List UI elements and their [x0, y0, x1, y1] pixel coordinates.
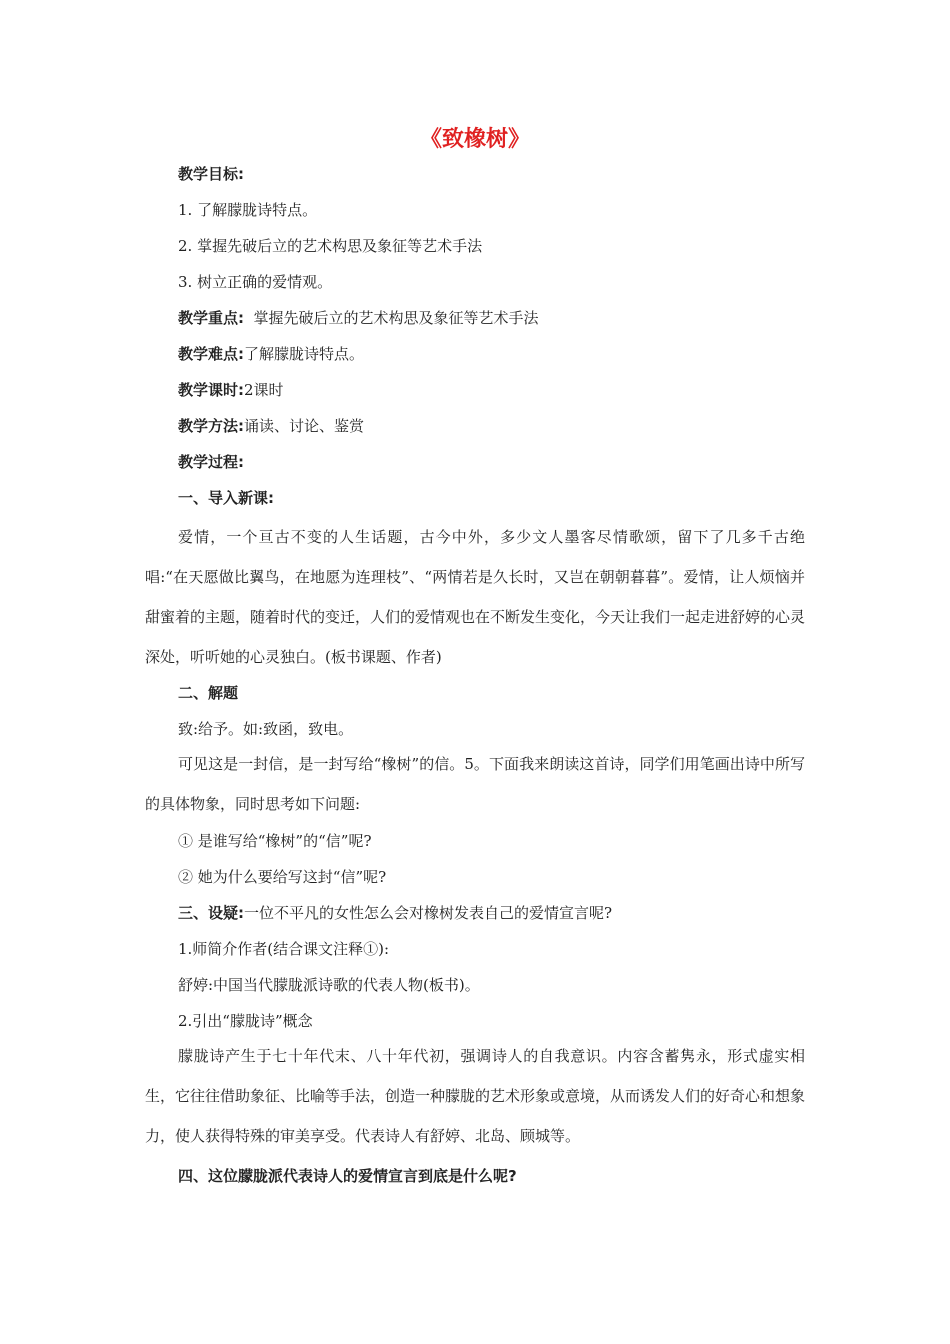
objective-item: 1. 了解朦胧诗特点。 — [178, 201, 318, 219]
hours-label: 教学课时: — [178, 381, 244, 399]
section3-row — [178, 903, 612, 923]
method-row — [178, 416, 364, 436]
objective-item: 2. 掌握先破后立的艺术构思及象征等艺术手法 — [178, 237, 483, 255]
section4-heading: 四、这位朦胧派代表诗人的爱情宣言到底是什么呢? — [178, 1167, 517, 1185]
focus-row — [178, 308, 539, 328]
item1-detail: 舒婷:中国当代朦胧派诗歌的代表人物(板书)。 — [178, 976, 480, 994]
difficulty-row — [178, 344, 364, 364]
section2-definition: 致:给予。如:致函，致电。 — [178, 720, 354, 738]
method-value: 诵读、讨论、鉴赏 — [244, 417, 365, 435]
item1: 1.师简介作者(结合课文注释①): — [178, 940, 390, 958]
page-title: 《致橡树》 — [419, 127, 530, 152]
difficulty-label: 教学难点: — [178, 345, 244, 363]
section2-paragraph: 可见这是一封信，是一封写给“橡树”的信。5。下面我来朗读这首诗，同学们用笔画出诗中所写的具体物象，同时思考如下问题: — [145, 755, 805, 813]
hours-value: 2课时 — [244, 381, 284, 399]
section3-value: 一位不平凡的女性怎么会对橡树发表自己的爱情宣言呢? — [244, 904, 613, 922]
item2: 2.引出“朦胧诗”概念 — [178, 1012, 313, 1030]
objectives-label: 教学目标: — [178, 165, 244, 183]
section2-heading: 二、解题 — [178, 684, 239, 702]
item2-paragraph: 朦胧诗产生于七十年代末、八十年代初，强调诗人的自我意识。内容含蓄隽永，形式虚实相生，它往往借助象征、比喻等手法，创造一种朦胧的艺术形象或意境，从而诱发人们的好奇心和想象力，使人获得特殊的审美享受。代表诗人有舒婷、北岛、顾城等。 — [145, 1047, 806, 1145]
section1-heading: 一、导入新课: — [178, 489, 274, 507]
process-label: 教学过程: — [178, 453, 244, 471]
question-item: ② 她为什么要给写这封“信”呢? — [178, 868, 387, 886]
objective-item: 3. 树立正确的爱情观。 — [178, 273, 333, 291]
focus-label: 教学重点: — [178, 309, 244, 327]
section3-label: 三、设疑: — [178, 904, 244, 922]
question-item: ① 是谁写给“橡树”的“信”呢? — [178, 832, 372, 850]
difficulty-value: 了解朦胧诗特点。 — [244, 345, 365, 363]
hours-row — [178, 380, 284, 400]
method-label: 教学方法: — [178, 417, 244, 435]
focus-value: 掌握先破后立的艺术构思及象征等艺术手法 — [244, 309, 539, 327]
section1-paragraph: 爱情，一个亘古不变的人生话题，古今中外，多少文人墨客尽情歌颂，留下了几多千古绝唱:“在天愿做比翼鸟，在地愿为连理枝”、“两情若是久长时，又岂在朝朝暮暮”。爱情，让人烦恼并甜蜜着的主题，随着时代的变迁，人们的爱情观也在不断发生变化，今天让我们一起走进舒婷的心灵深处，听听她的心灵独白。(板书课题、作者) — [145, 528, 806, 666]
